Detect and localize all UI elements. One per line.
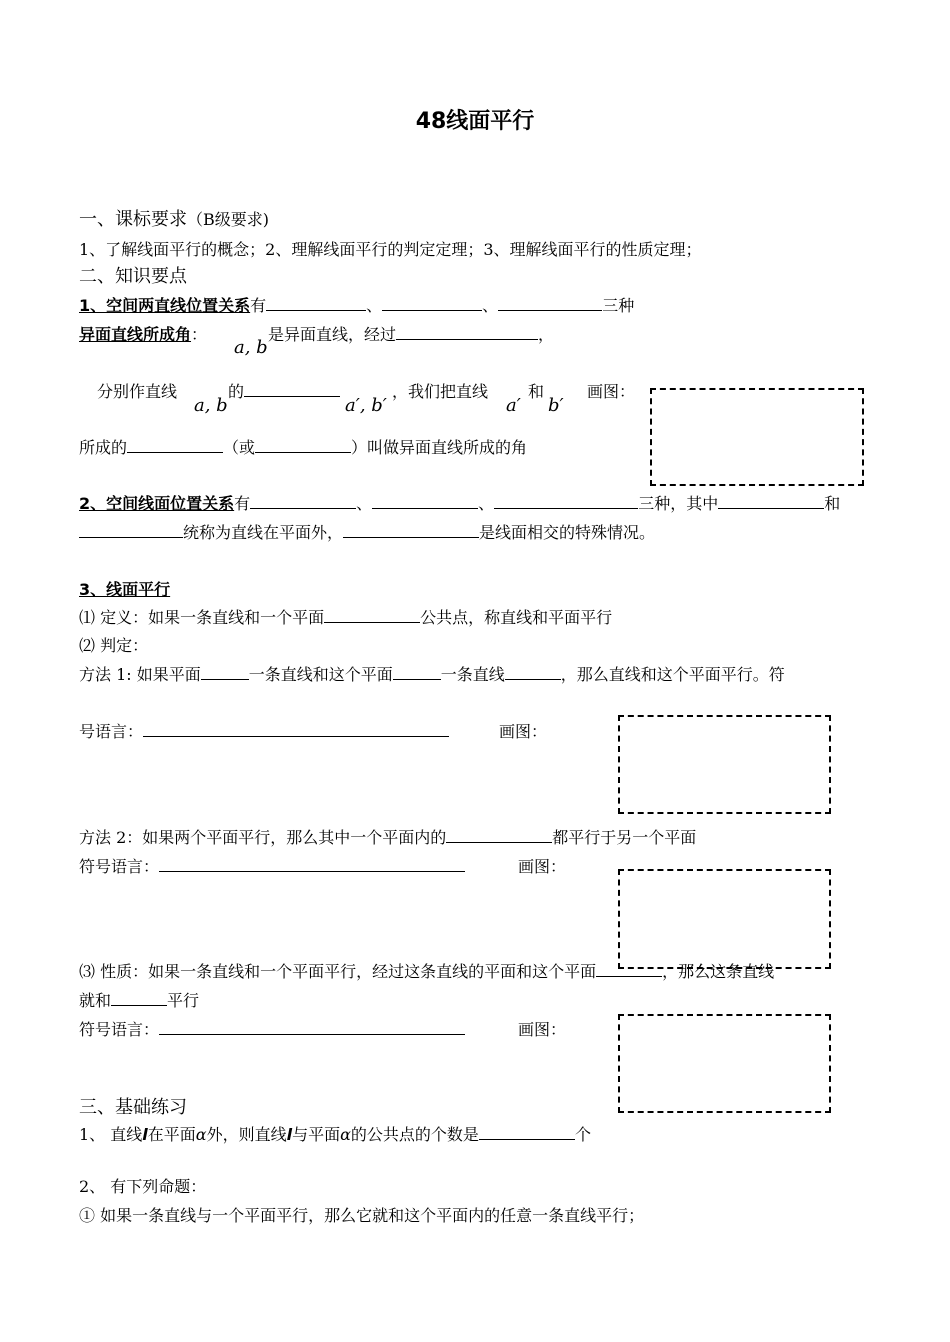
text: ⑶ 性质：如果一条直线和一个平面平行，经过这条直线的平面和这个平面 — [79, 962, 597, 981]
draw-lines-text: 和 — [528, 382, 545, 401]
text: 符号语言： — [79, 1020, 160, 1039]
skew-angle-label: 异面直线所成角 — [79, 325, 192, 344]
ab-symbol: a, b — [194, 395, 228, 416]
ab-symbol: a, b — [234, 337, 268, 358]
blank[interactable] — [396, 325, 538, 340]
question-2: 2、 有下列命题： — [79, 1177, 207, 1196]
text: 、 — [366, 296, 383, 315]
draw-label: 画图： — [518, 1020, 567, 1039]
method-1-line — [79, 665, 785, 685]
text: 一条直线和这个平面 — [248, 665, 393, 684]
definition-line — [79, 608, 612, 628]
text: 是线面相交的特殊情况。 — [479, 523, 656, 542]
text: ： — [191, 325, 208, 344]
line-plane-relation-label: 2、空间线面位置关系 — [79, 494, 235, 513]
symbol-line-1 — [79, 722, 449, 742]
blank[interactable] — [446, 828, 552, 843]
text: 、 — [356, 494, 373, 513]
draw-label: 画图： — [587, 382, 636, 401]
property-line — [79, 962, 774, 982]
drawing-box-method-2[interactable] — [618, 869, 831, 969]
blank[interactable] — [159, 857, 465, 872]
text: ，那么这条直线 — [662, 962, 775, 981]
draw-lines-text — [228, 382, 340, 402]
text: 统称为直线在平面外， — [183, 523, 344, 542]
l-symbol: l — [286, 1125, 293, 1144]
text: 、 — [482, 296, 499, 315]
text: 方法 2：如果两个平面平行，那么其中一个平面内的 — [79, 828, 447, 847]
text: ⑴ 定义：如果一条直线和一个平面 — [79, 608, 325, 627]
skew-angle-line — [79, 325, 207, 345]
blank[interactable] — [250, 494, 356, 509]
text: 就和 — [79, 991, 112, 1010]
line-plane-relation-line — [79, 494, 840, 514]
position-relation-line — [79, 296, 634, 316]
text: 与平面 — [292, 1125, 341, 1144]
text: 有 — [250, 296, 267, 315]
line-plane-parallel-label: 3、线面平行 — [79, 580, 171, 599]
blank[interactable] — [382, 296, 482, 311]
blank[interactable] — [324, 608, 420, 623]
text: 公共点，称直线和平面平行 — [420, 608, 613, 627]
position-relation-label: 1、空间两直线位置关系 — [79, 296, 251, 315]
question-1 — [79, 1125, 591, 1145]
formed-angle-line — [79, 438, 527, 458]
blank[interactable] — [505, 665, 561, 680]
property-line-cont — [79, 991, 199, 1011]
blank[interactable] — [498, 296, 602, 311]
blank[interactable] — [159, 1020, 465, 1035]
ab-prime-symbol: a′, b′ — [345, 395, 387, 416]
text: 所成的 — [79, 438, 128, 457]
text: 号语言： — [79, 722, 144, 741]
section-2-heading: 二、知识要点 — [79, 266, 187, 287]
section-3-heading: 三、基础练习 — [79, 1097, 187, 1118]
question-2-item-1: ① 如果一条直线与一个平面平行，那么它就和这个平面内的任意一条直线平行； — [79, 1206, 645, 1225]
blank[interactable] — [718, 494, 824, 509]
text: （或 — [223, 438, 256, 457]
draw-label: 画图： — [518, 857, 567, 876]
text: 方法 1: 如果平面 — [79, 665, 201, 684]
section-1-line — [79, 210, 269, 230]
text: 有 — [234, 494, 251, 513]
symbol-line-2 — [79, 857, 465, 877]
text: ， — [538, 325, 555, 344]
text: 和 — [824, 494, 841, 513]
text: 外，则直线 — [206, 1125, 287, 1144]
symbol-line-3 — [79, 1020, 465, 1040]
drawing-box-skew[interactable] — [650, 388, 864, 486]
a-prime-symbol: a′ — [506, 395, 521, 416]
draw-lines-text: 分别作直线 — [97, 382, 178, 401]
text: 1、 直线 — [79, 1125, 143, 1144]
alpha-symbol: α — [340, 1125, 351, 1144]
section-1-heading: 一、课标要求 — [79, 209, 187, 230]
line-plane-relation-cont — [79, 523, 655, 543]
draw-lines-text: ，我们把直线 — [392, 382, 489, 401]
skew-angle-text — [268, 325, 554, 345]
method-2-line — [79, 828, 696, 848]
text: 符号语言： — [79, 857, 160, 876]
blank[interactable] — [372, 494, 478, 509]
blank[interactable] — [479, 1125, 575, 1140]
text: ）叫做异面直线所成的角 — [351, 438, 528, 457]
blank[interactable] — [201, 665, 249, 680]
l-symbol: l — [142, 1125, 148, 1144]
page-title: 48线面平行 — [415, 109, 535, 134]
text: 一条直线 — [440, 665, 505, 684]
blank[interactable] — [244, 382, 340, 397]
blank[interactable] — [79, 523, 183, 538]
blank[interactable] — [266, 296, 366, 311]
blank[interactable] — [393, 665, 441, 680]
section-1-text: 1、了解线面平行的概念；2、理解线面平行的判定定理；3、理解线面平行的性质定理； — [79, 240, 702, 259]
text: ，那么直线和这个平面平行。符 — [560, 665, 785, 684]
text: 个 — [574, 1125, 591, 1144]
blank[interactable] — [494, 494, 638, 509]
text: 在平面 — [147, 1125, 196, 1144]
drawing-box-method-1[interactable] — [618, 715, 831, 814]
alpha-symbol: α — [195, 1125, 207, 1144]
blank[interactable] — [111, 991, 167, 1006]
blank[interactable] — [127, 438, 223, 453]
text: 平行 — [167, 991, 200, 1010]
text: 三种，其中 — [638, 494, 719, 513]
blank[interactable] — [255, 438, 351, 453]
drawing-box-property[interactable] — [618, 1014, 831, 1113]
text: 是异面直线，经过 — [268, 325, 397, 344]
draw-label: 画图： — [499, 722, 548, 741]
blank[interactable] — [596, 962, 662, 977]
text: 的 — [228, 382, 245, 401]
text: 都平行于另一个平面 — [552, 828, 697, 847]
judgment-label: ⑵ 判定： — [79, 636, 149, 655]
text: 的公共点的个数是 — [350, 1125, 479, 1144]
b-prime-symbol: b′ — [548, 395, 564, 416]
text: 、 — [478, 494, 495, 513]
blank[interactable] — [143, 722, 449, 737]
section-1-note: （B级要求) — [187, 210, 270, 229]
text: 三种 — [602, 296, 635, 315]
blank[interactable] — [343, 523, 479, 538]
